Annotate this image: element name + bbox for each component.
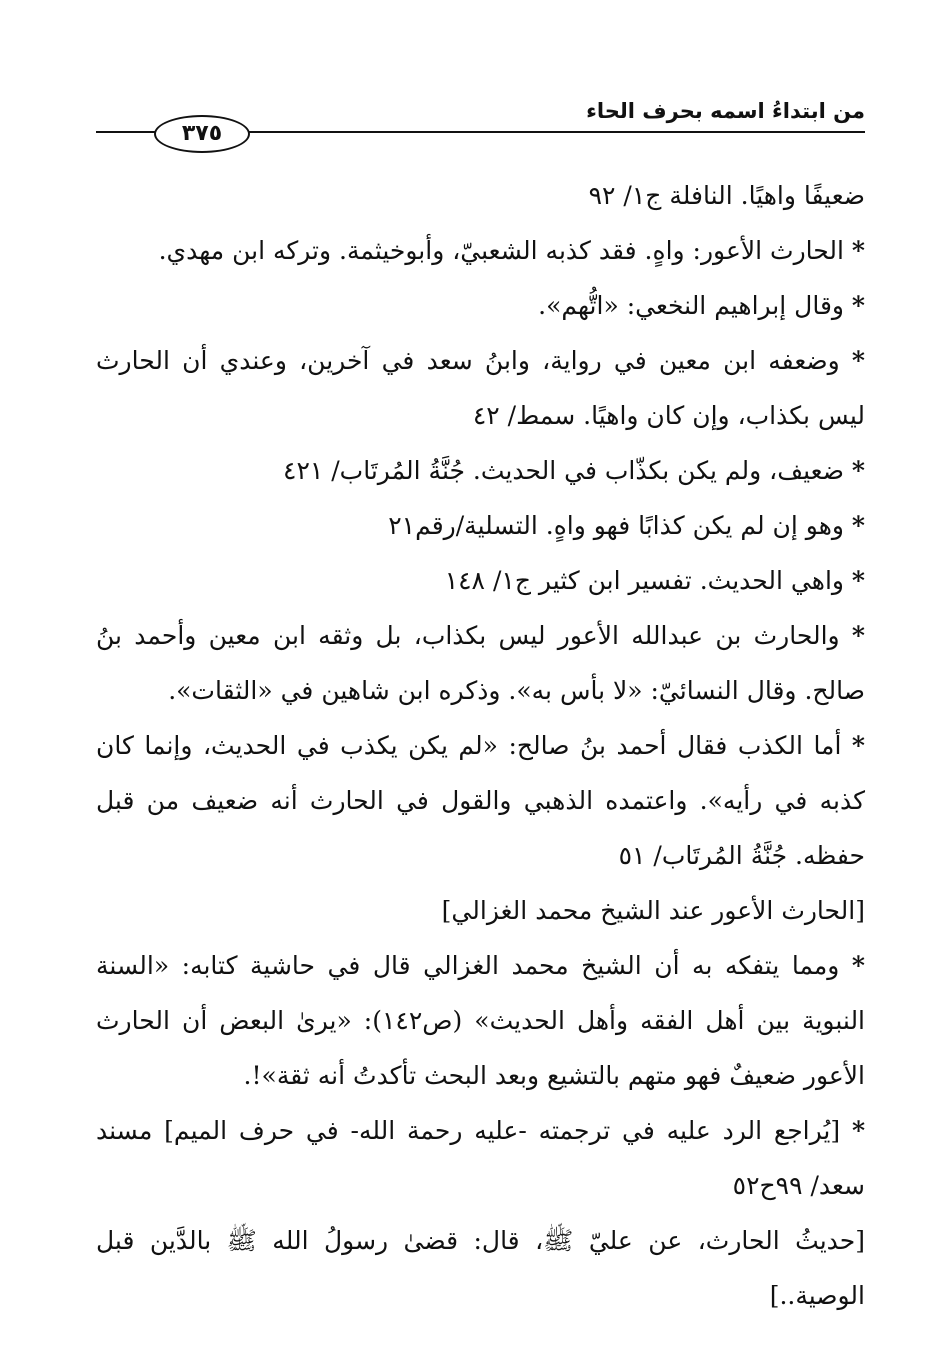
bullet-star: * <box>851 566 865 595</box>
page-body <box>96 168 865 1323</box>
section-subheading: [الحارث الأعور عند الشيخ محمد الغزالي] <box>441 896 865 925</box>
bullet-star: * <box>851 1116 866 1145</box>
paragraph: * والحارث بن عبدالله الأعور ليس بكذاب، بل وثقه ابن معين وأحمد بنُ صالح. وقال النسائيّ: «لا بأس به». وذكره ابن شاهين في «الثقات». <box>96 621 865 705</box>
bullet-star: * <box>851 291 865 320</box>
page-header <box>96 95 865 155</box>
paragraph: * أما الكذب فقال أحمد بنُ صالح: «لم يكن يكذب في الحديث، وإنما كان كذبه في رأيه». واعتمده الذهبي والقول في الحارث أنه ضعيف من قبل حفظه. جُنَّةُ المُرتَاب/ ٥١ <box>96 731 865 870</box>
paragraph: * واهي الحديث. تفسير ابن كثير ج١/ ١٤٨ <box>444 566 865 595</box>
paragraph: * ضعيف، ولم يكن بكذّاب في الحديث. جُنَّةُ المُرتَاب/ ٤٢١ <box>283 456 865 485</box>
bullet-star: * <box>851 456 865 485</box>
paragraph: * وهو إن لم يكن كذابًا فهو واهٍ. التسلية/رقم٢١ <box>388 511 865 540</box>
paragraph: * ومما يتفكه به أن الشيخ محمد الغزالي قال في حاشية كتابه: «السنة النبوية بين أهل الفقه وأهل الحديث» (ص١٤٢): «يرىٰ البعض أن الحارث الأعور ضعيفٌ فهو متهم بالتشيع وبعد البحث تأكدتُ أنه ثقة»!. <box>96 951 866 1090</box>
paragraph: [حديثُ الحارث، عن عليّ ﷺ، قال: قضىٰ رسولُ الله ﷺ بالدَّين قبل الوصية..] <box>96 1226 865 1310</box>
bullet-star: * <box>851 346 865 375</box>
paragraph: ضعيفًا واهيًا. النافلة ج١/ ٩٢ <box>588 181 865 210</box>
bullet-star: * <box>851 951 865 980</box>
paragraph: * وضعفه ابن معين في رواية، وابنُ سعد في آخرين، وعندي أن الحارث ليس بكذاب، وإن كان واهيًا. سمط/ ٤٢ <box>96 346 865 430</box>
paragraph: * وقال إبراهيم النخعي: «اتُّهم». <box>538 291 865 320</box>
paragraph: * الحارث الأعور: واهٍ. فقد كذبه الشعبيّ، وأبوخيثمة. وتركه ابن مهدي. <box>158 236 865 265</box>
bullet-star: * <box>851 511 865 540</box>
running-title: من ابتداءُ اسمه بحرف الحاء <box>586 99 865 123</box>
page-number: ٣٧٥ <box>154 115 250 153</box>
paragraph: * [يُراجع الرد عليه في ترجمته -عليه رحمة الله- في حرف الميم] مسند سعد/ ٩٩ح٥٢ <box>96 1116 866 1200</box>
bullet-star: * <box>851 621 865 650</box>
bullet-star: * <box>851 236 865 265</box>
bullet-star: * <box>851 731 865 760</box>
